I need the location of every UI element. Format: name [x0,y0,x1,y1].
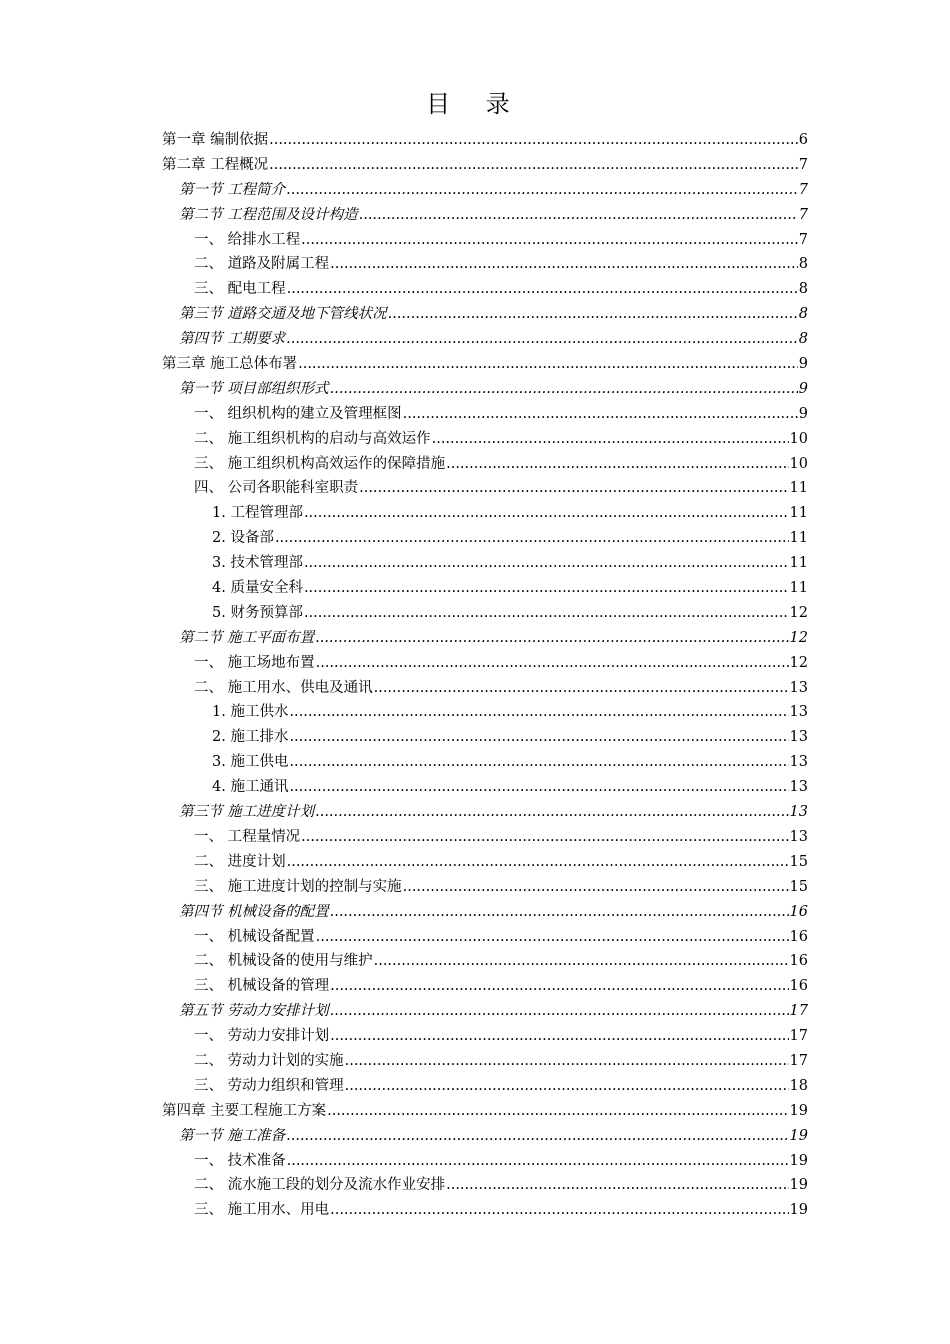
toc-entry[interactable] [162,476,808,501]
toc-title: 目 录 [426,90,524,118]
toc-entry[interactable] [162,153,808,178]
toc-entry-label: 2. 施工排水 [212,729,289,746]
toc-entry-page-number: 7 [798,156,808,173]
toc-entry-page-number: 13 [789,754,808,771]
toc-entry-label: 第三节 施工进度计划 [179,804,315,821]
toc-leader-dots [374,949,789,974]
toc-entry-page-number: 15 [789,878,808,895]
toc-leader-dots [304,601,789,626]
toc-list [162,128,808,1223]
toc-entry[interactable] [162,900,808,925]
toc-entry-page-number: 17 [789,1028,808,1045]
toc-entry[interactable] [162,775,808,800]
toc-entry-page-number: 8 [798,331,808,348]
toc-entry-page-number: 17 [789,1003,808,1020]
toc-entry-label: 二、 进度计划 [194,853,286,870]
toc-entry[interactable] [162,352,808,377]
toc-entry-label: 三、 施工组织机构高效运作的保障措施 [194,455,446,472]
toc-entry[interactable] [162,203,808,228]
toc-entry-label: 第三节 道路交通及地下管线状况 [179,306,387,323]
toc-entry[interactable] [162,974,808,999]
toc-leader-dots [304,551,789,576]
toc-leader-dots [286,1124,788,1149]
toc-leader-dots [359,203,798,228]
toc-entry[interactable] [162,1198,808,1223]
toc-entry-page-number: 13 [789,828,808,845]
toc-entry-label: 5. 财务预算部 [212,604,303,621]
toc-entry-label: 第四章 主要工程施工方案 [162,1102,327,1119]
toc-entry-page-number: 11 [789,555,808,572]
toc-entry-label: 第一节 施工准备 [179,1127,286,1144]
toc-entry-label: 一、 给排水工程 [194,231,301,248]
toc-entry-page-number: 8 [798,281,808,298]
toc-entry-page-number: 9 [798,380,808,397]
toc-entry[interactable] [162,850,808,875]
toc-entry-page-number: 13 [789,704,808,721]
toc-entry-page-number: 16 [789,928,808,945]
toc-entry-page-number: 19 [789,1127,808,1144]
toc-entry-label: 二、 劳动力计划的实施 [194,1052,344,1069]
toc-entry[interactable] [162,725,808,750]
toc-leader-dots [275,526,789,551]
toc-entry-label: 4. 质量安全科 [212,580,303,597]
toc-entry-page-number: 15 [789,853,808,870]
toc-entry-label: 2. 设备部 [212,530,274,547]
toc-entry-page-number: 17 [789,1052,808,1069]
toc-leader-dots [403,402,798,427]
toc-entry[interactable] [162,377,808,402]
toc-entry-label: 第一节 工程简介 [179,181,286,198]
toc-entry[interactable] [162,626,808,651]
toc-leader-dots [316,925,789,950]
toc-entry-label: 二、 机械设备的使用与维护 [194,953,373,970]
toc-entry-label: 第二章 工程概况 [162,156,269,173]
toc-entry-label: 一、 机械设备配置 [194,928,315,945]
toc-leader-dots [446,452,788,477]
toc-leader-dots [287,850,789,875]
toc-entry-page-number: 11 [789,505,808,522]
toc-leader-dots [286,327,798,352]
toc-entry-page-number: 7 [798,231,808,248]
toc-entry[interactable] [162,228,808,253]
toc-leader-dots [446,1173,788,1198]
toc-entry-page-number: 12 [789,629,808,646]
toc-entry-label: 二、 道路及附属工程 [194,256,330,273]
toc-entry[interactable] [162,128,808,153]
toc-entry[interactable] [162,178,808,203]
toc-entry-label: 第一章 编制依据 [162,132,269,148]
toc-entry[interactable] [162,676,808,701]
toc-entry[interactable] [162,999,808,1024]
toc-entry-label: 二、 流水施工段的划分及流水作业安排 [194,1177,446,1194]
toc-entry[interactable] [162,427,808,452]
toc-leader-dots [330,252,798,277]
toc-leader-dots [301,228,798,253]
toc-entry[interactable] [162,277,808,302]
toc-entry-label: 3. 施工供电 [212,754,289,771]
toc-leader-dots [330,1024,788,1049]
toc-entry-label: 三、 施工进度计划的控制与实施 [194,878,402,895]
toc-entry-page-number: 11 [789,480,808,497]
toc-entry-page-number: 13 [789,779,808,796]
toc-entry[interactable] [162,1124,808,1149]
toc-entry-label: 第四节 机械设备的配置 [179,903,329,920]
toc-entry-page-number: 10 [789,455,808,472]
toc-entry[interactable] [162,402,808,427]
toc-leader-dots [345,1049,789,1074]
toc-leader-dots [298,352,798,377]
toc-entry-label: 三、 施工用水、用电 [194,1202,330,1219]
toc-entry[interactable] [162,601,808,626]
toc-entry-page-number: 11 [789,580,808,597]
toc-entry-page-number: 16 [789,978,808,995]
toc-entry[interactable] [162,1149,808,1174]
toc-leader-dots [330,1198,788,1223]
toc-leader-dots [345,1074,789,1099]
toc-entry[interactable] [162,875,808,900]
toc-entry-label: 4. 施工通讯 [212,779,289,796]
toc-entry[interactable] [162,252,808,277]
toc-entry-page-number: 16 [789,903,808,920]
toc-entry[interactable] [162,925,808,950]
toc-entry[interactable] [162,800,808,825]
toc-entry-page-number: 9 [798,356,808,373]
toc-entry-page-number: 16 [789,953,808,970]
toc-entry-label: 二、 施工用水、供电及通讯 [194,679,373,696]
toc-entry[interactable] [162,526,808,551]
toc-leader-dots [304,501,789,526]
toc-entry[interactable] [162,302,808,327]
toc-leader-dots [286,178,798,203]
toc-entry[interactable] [162,949,808,974]
toc-leader-dots [432,427,789,452]
toc-entry-label: 第四节 工期要求 [179,331,286,348]
toc-entry-label: 一、 劳动力安排计划 [194,1028,330,1045]
toc-entry-page-number: 19 [789,1177,808,1194]
toc-entry-page-number: 8 [798,256,808,273]
toc-entry-label: 一、 技术准备 [194,1152,286,1169]
toc-entry[interactable] [162,1074,808,1099]
toc-leader-dots [315,626,788,651]
toc-leader-dots [304,576,789,601]
toc-entry[interactable] [162,327,808,352]
toc-leader-dots [269,153,798,178]
toc-leader-dots [289,750,788,775]
toc-entry-page-number: 6 [798,132,808,148]
toc-leader-dots [301,825,788,850]
toc-entry[interactable] [162,576,808,601]
toc-entry-label: 三、 配电工程 [194,281,286,298]
toc-leader-dots [359,476,788,501]
toc-entry[interactable] [162,1049,808,1074]
toc-entry-label: 三、 劳动力组织和管理 [194,1077,344,1094]
toc-entry-page-number: 9 [798,405,808,422]
toc-entry-label: 第二节 施工平面布置 [179,629,315,646]
toc-entry-label: 第三章 施工总体布署 [162,356,298,373]
toc-leader-dots [289,700,788,725]
toc-entry-label: 一、 施工场地布置 [194,654,315,671]
toc-entry-label: 四、 公司各职能科室职责 [194,480,359,497]
toc-entry-page-number: 19 [789,1102,808,1119]
toc-entry[interactable] [162,452,808,477]
toc-entry-label: 3. 技术管理部 [212,555,303,572]
toc-leader-dots [374,676,789,701]
toc-leader-dots [388,302,798,327]
toc-leader-dots [327,1099,788,1124]
toc-entry-page-number: 13 [789,679,808,696]
toc-entry-label: 第二节 工程范围及设计构造 [179,206,358,223]
toc-entry-page-number: 12 [789,654,808,671]
toc-entry-page-number: 19 [789,1202,808,1219]
toc-entry-label: 一、 工程量情况 [194,828,301,845]
toc-entry-page-number: 18 [789,1077,808,1094]
toc-leader-dots [289,725,788,750]
toc-entry[interactable] [162,501,808,526]
toc-entry-label: 1. 施工供水 [212,704,289,721]
toc-entry[interactable] [162,551,808,576]
toc-leader-dots [330,999,789,1024]
toc-leader-dots [269,128,798,153]
toc-entry-label: 第五节 劳动力安排计划 [179,1003,329,1020]
toc-leader-dots [287,1149,789,1174]
toc-entry-page-number: 11 [789,530,808,547]
toc-entry[interactable] [162,1099,808,1124]
toc-entry[interactable] [162,1024,808,1049]
toc-leader-dots [316,651,789,676]
toc-entry-label: 二、 施工组织机构的启动与高效运作 [194,430,431,447]
toc-entry[interactable] [162,1173,808,1198]
toc-leader-dots [330,974,788,999]
toc-entry-label: 第一节 项目部组织形式 [179,380,329,397]
toc-entry-label: 1. 工程管理部 [212,505,303,522]
toc-leader-dots [330,900,789,925]
toc-entry-page-number: 8 [798,306,808,323]
toc-entry-page-number: 12 [789,604,808,621]
toc-leader-dots [330,377,798,402]
toc-entry-label: 三、 机械设备的管理 [194,978,330,995]
toc-entry-page-number: 10 [789,430,808,447]
toc-entry[interactable] [162,651,808,676]
toc-entry-page-number: 7 [798,206,808,223]
toc-entry-page-number: 7 [798,181,808,198]
toc-leader-dots [403,875,789,900]
toc-entry-label: 一、 组织机构的建立及管理框图 [194,405,402,422]
toc-entry[interactable] [162,825,808,850]
toc-leader-dots [289,775,788,800]
toc-leader-dots [315,800,788,825]
toc-entry-page-number: 13 [789,729,808,746]
toc-entry[interactable] [162,700,808,725]
toc-entry-page-number: 13 [789,804,808,821]
toc-leader-dots [287,277,798,302]
toc-entry-page-number: 19 [789,1152,808,1169]
toc-entry[interactable] [162,750,808,775]
